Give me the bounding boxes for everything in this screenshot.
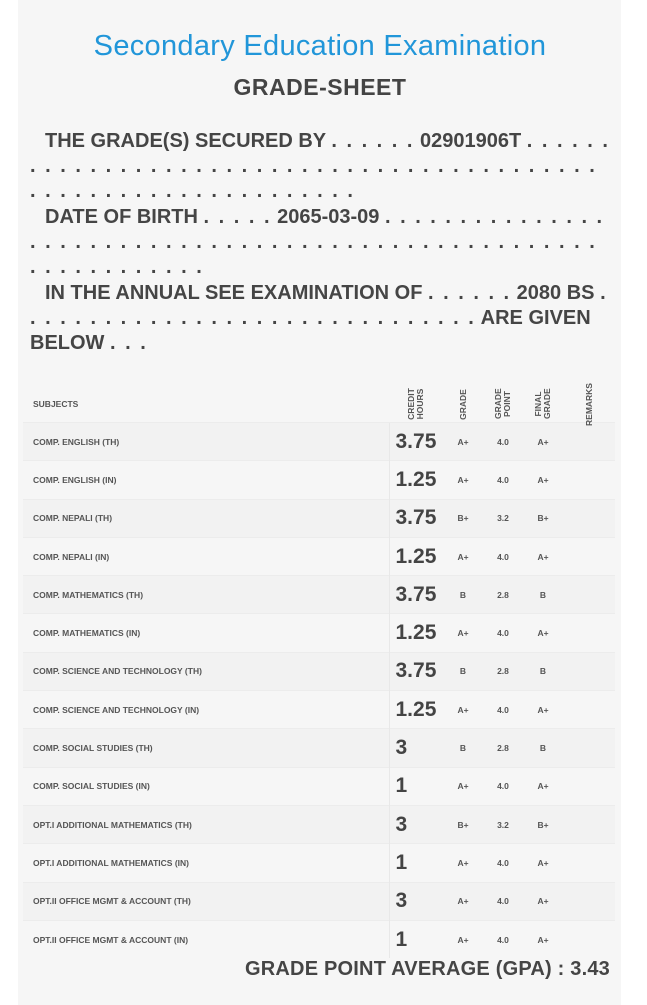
subject-cell: COMP. ENGLISH (IN) (23, 461, 389, 499)
header-grade: GRADE (457, 389, 468, 420)
grade-point-cell: 4.0 (483, 461, 523, 499)
grade-point-cell: 4.0 (483, 767, 523, 805)
subject-cell: COMP. SOCIAL STUDIES (IN) (23, 767, 389, 805)
exam-year: 2080 BS (516, 282, 595, 304)
remarks-cell (563, 691, 615, 729)
dob-value: 2065-03-09 (277, 206, 380, 228)
table-row (23, 576, 615, 614)
grade-cell: A+ (443, 423, 483, 461)
symbol-number: 02901906T (420, 130, 522, 152)
grade-cell: A+ (443, 844, 483, 882)
table-header-row (23, 386, 615, 423)
exam-label: IN THE ANNUAL SEE EXAMINATION OF (45, 282, 423, 304)
grade-point-cell: 4.0 (483, 614, 523, 652)
grade-point-cell: 4.0 (483, 844, 523, 882)
table-row (23, 805, 615, 843)
credit-hours-cell: 3.75 (389, 576, 443, 614)
table-row (23, 920, 615, 958)
credit-hours-cell: 1.25 (389, 537, 443, 575)
credit-hours-cell: 3.75 (389, 652, 443, 690)
subject-cell: COMP. SOCIAL STUDIES (TH) (23, 729, 389, 767)
remarks-cell (563, 614, 615, 652)
subject-cell: COMP. ENGLISH (TH) (23, 423, 389, 461)
remarks-cell (563, 805, 615, 843)
table-row (23, 614, 615, 652)
header-remarks: REMARKS (583, 383, 594, 426)
given-below-text: ARE GIVEN BELOW (30, 307, 591, 354)
grade-point-cell: 3.2 (483, 499, 523, 537)
credit-hours-cell: 3.75 (389, 423, 443, 461)
table-row (23, 461, 615, 499)
grade-point-cell: 2.8 (483, 576, 523, 614)
final-grade-cell: A+ (523, 844, 563, 882)
credit-hours-cell: 1.25 (389, 614, 443, 652)
dob-label: DATE OF BIRTH (45, 206, 198, 228)
credit-hours-cell: 1 (389, 920, 443, 958)
table-row (23, 729, 615, 767)
grade-point-cell: 4.0 (483, 537, 523, 575)
credit-hours-cell: 3 (389, 882, 443, 920)
credit-hours-cell: 3 (389, 805, 443, 843)
subject-cell: COMP. SCIENCE AND TECHNOLOGY (IN) (23, 691, 389, 729)
grade-point-cell: 4.0 (483, 691, 523, 729)
final-grade-cell: B+ (523, 499, 563, 537)
final-grade-cell: A+ (523, 423, 563, 461)
credit-hours-cell: 1.25 (389, 461, 443, 499)
table-row (23, 499, 615, 537)
remarks-cell (563, 767, 615, 805)
secured-by-label: THE GRADE(S) SECURED BY (45, 130, 326, 152)
table-row (23, 423, 615, 461)
header-subjects: SUBJECTS (33, 399, 79, 409)
final-grade-cell: A+ (523, 537, 563, 575)
exam-title: Secondary Education Examination (93, 30, 547, 62)
remarks-cell (563, 576, 615, 614)
credit-hours-cell: 1 (389, 844, 443, 882)
grade-point-cell: 3.2 (483, 805, 523, 843)
dob-statement: DATE OF BIRTH . . . . . 2065-03-09 . . . . . . . . . . . . . . . . . . . . . . . . . . . . . . . . . . . . . . . . . . . . . . . . . . . . . . . . . . . . . . . . . (30, 206, 605, 278)
grade-cell: A+ (443, 920, 483, 958)
remarks-cell (563, 499, 615, 537)
grade-cell: A+ (443, 614, 483, 652)
subject-cell: OPT.I ADDITIONAL MATHEMATICS (IN) (23, 844, 389, 882)
final-grade-cell: A+ (523, 614, 563, 652)
table-row (23, 844, 615, 882)
grades-table (23, 383, 615, 958)
secured-by-statement: THE GRADE(S) SECURED BY . . . . . . 02901906T . . . . . . . . . . . . . . . . . . . . . . . . . . . . . . . . . . . . . . . . . . . . . . . . . . . . . . . . . . . . . . . . . . (30, 130, 610, 202)
grade-cell: A+ (443, 882, 483, 920)
final-grade-cell: B+ (523, 805, 563, 843)
credit-hours-cell: 1 (389, 767, 443, 805)
grade-cell: B+ (443, 499, 483, 537)
grade-cell: B (443, 729, 483, 767)
remarks-cell (563, 423, 615, 461)
credit-hours-cell: 1.25 (389, 691, 443, 729)
gpa-value: 3.43 (570, 958, 610, 980)
remarks-cell (563, 920, 615, 958)
table-row (23, 652, 615, 690)
grade-cell: B (443, 652, 483, 690)
subject-cell: COMP. SCIENCE AND TECHNOLOGY (TH) (23, 652, 389, 690)
subject-cell: OPT.I ADDITIONAL MATHEMATICS (TH) (23, 805, 389, 843)
gpa-label: GRADE POINT AVERAGE (GPA) : (245, 958, 565, 980)
grade-point-cell: 2.8 (483, 652, 523, 690)
subject-cell: COMP. NEPALI (TH) (23, 499, 389, 537)
subject-cell: OPT.II OFFICE MGMT & ACCOUNT (TH) (23, 882, 389, 920)
table-row (23, 691, 615, 729)
grade-sheet-heading: GRADE-SHEET (233, 74, 407, 100)
table-row (23, 537, 615, 575)
grade-point-cell: 4.0 (483, 882, 523, 920)
grade-cell: A+ (443, 537, 483, 575)
credit-hours-cell: 3 (389, 729, 443, 767)
final-grade-cell: B (523, 576, 563, 614)
table-row (23, 767, 615, 805)
credit-hours-cell: 3.75 (389, 499, 443, 537)
grade-point-cell: 2.8 (483, 729, 523, 767)
header-credit-hours: CREDIT HOURS (406, 388, 425, 420)
grade-cell: A+ (443, 461, 483, 499)
final-grade-cell: A+ (523, 767, 563, 805)
exam-statement: IN THE ANNUAL SEE EXAMINATION OF . . . . . . 2080 BS . . . . . . . . . . . . . . . . . . . . . . . . . . . . . . . ARE GIVEN BELOW . . . (30, 282, 608, 354)
header-grade-point: GRADE POINT (493, 388, 512, 419)
subject-cell: OPT.II OFFICE MGMT & ACCOUNT (IN) (23, 920, 389, 958)
remarks-cell (563, 882, 615, 920)
grade-cell: A+ (443, 767, 483, 805)
table-row (23, 882, 615, 920)
remarks-cell (563, 537, 615, 575)
grade-cell: B (443, 576, 483, 614)
remarks-cell (563, 652, 615, 690)
final-grade-cell: B (523, 652, 563, 690)
final-grade-cell: A+ (523, 920, 563, 958)
final-grade-cell: A+ (523, 882, 563, 920)
final-grade-cell: B (523, 729, 563, 767)
grade-point-cell: 4.0 (483, 920, 523, 958)
final-grade-cell: A+ (523, 691, 563, 729)
gpa-summary (245, 958, 610, 981)
header-final-grade: FINAL GRADE (533, 388, 552, 419)
final-grade-cell: A+ (523, 461, 563, 499)
remarks-cell (563, 729, 615, 767)
remarks-cell (563, 461, 615, 499)
subject-cell: COMP. MATHEMATICS (TH) (23, 576, 389, 614)
grade-cell: A+ (443, 691, 483, 729)
grade-cell: B+ (443, 805, 483, 843)
remarks-cell (563, 844, 615, 882)
subject-cell: COMP. MATHEMATICS (IN) (23, 614, 389, 652)
subject-cell: COMP. NEPALI (IN) (23, 537, 389, 575)
grade-point-cell: 4.0 (483, 423, 523, 461)
